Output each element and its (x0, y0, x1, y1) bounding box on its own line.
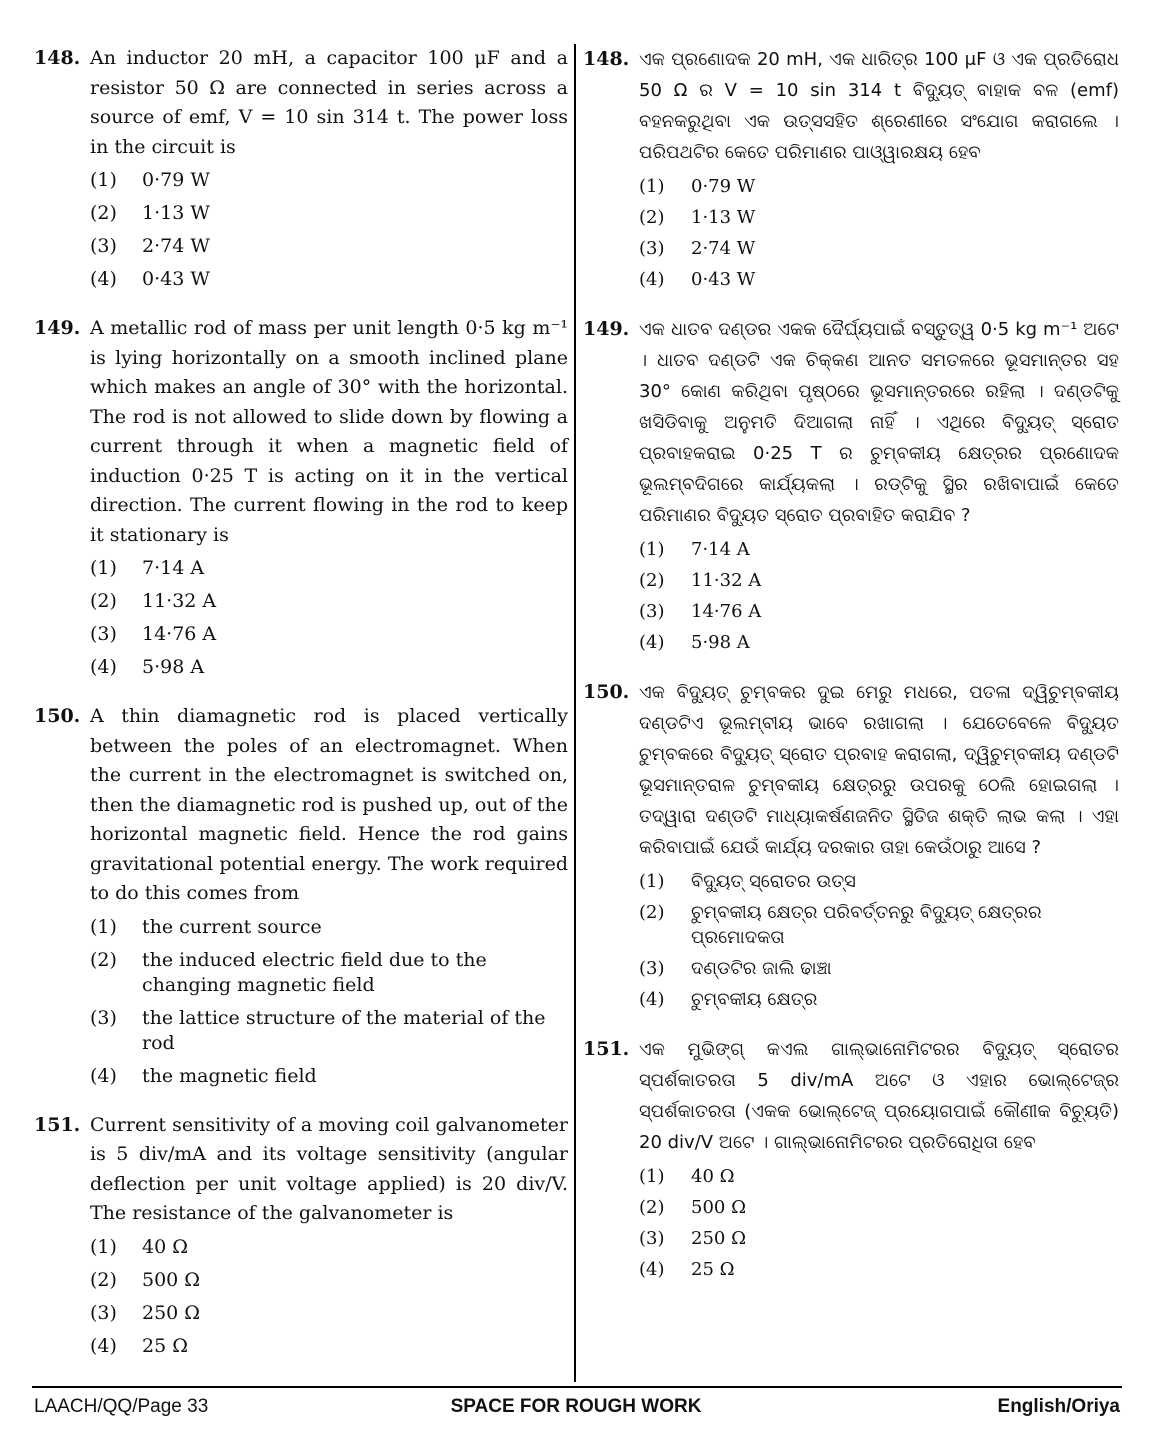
option-label: (1) (90, 557, 117, 579)
question-stem: ଏକ ଧାତବ ଦଣ୍ଡର ଏକକ ଦୈର୍ଘ୍ୟପାଇଁ ବସ୍ତୁତ୍ୱ 0·5 kg m⁻¹ ଅଟେ । ଧାତବ ଦଣ୍ଡଟି ଏକ ଚିକ୍କଣ ଆନତ ସମତଳରେ ଭୂସମାନ୍ତର ସହ 30° କୋଣ କରିଥିବା ପୃଷ୍ଠରେ ଭୂସମାନ୍ତରରେ ରହିଲା । ଦଣ୍ଡଟିକୁ ଖସିଡିବାକୁ ଅନୁମତି ଦିଆଗଲା ନାହିଁ । ଏଥିରେ ବିଦ୍ୟୁତ୍ ସ୍ରୋତ ପ୍ରବାହକରାଇ 0·25 T ର ଚୁମ୍ବକୀୟ କ୍ଷେତ୍ରର ପ୍ରଣୋଦକ ଭୂଲମ୍ବଦିଗରେ କାର୍ଯ୍ୟକଲା । ରଡ୍‌ଟିକୁ ସ୍ଥିର ରଖିବାପାଇଁ କେତେ ପରିମାଣର ବିଦ୍ୟୁତ ସ୍ରୋତ ପ୍ରବାହିତ କରାଯିବ ? (639, 319, 1119, 526)
question-stem: ଏକ ବିଦ୍ୟୁତ୍ ଚୁମ୍ବକର ଦୁଇ ମେରୁ ମଧରେ, ପତଳା ଦ୍ୱିଚୁମ୍ବକୀୟ ଦଣ୍ଡଟିଏ ଭୂଲମ୍ବୀୟ ଭାବେ ରଖାଗଲା । ଯେତେବେଳେ ବିଦ୍ୟୁତ ଚୁମ୍ବକରେ ବିଦ୍ୟୁତ୍ ସ୍ରୋତ ପ୍ରବାହ କରାଗଲା, ଦ୍ୱିଚୁମ୍ବକୀୟ ଦଣ୍ଡଟି ଭୂସମାନ୍ତରାଳ ଚୁମ୍ବକୀୟ କ୍ଷେତ୍ରରୁ ଉପରକୁ ଠେଲି ହୋଇଗଲା । ତଦ୍ୱାରା ଦଣ୍ଡଟି ମାଧ୍ୟାକର୍ଷଣଜନିତ ସ୍ଥିତିଜ ଶକ୍ତି ଲାଭ କଲା । ଏହା କରିବାପାଇଁ ଯେଉଁ କାର୍ଯ୍ୟ ଦରକାର ତାହା କେଉଁଠାରୁ ଆସେ ? (639, 682, 1119, 858)
option-label: (2) (639, 570, 665, 591)
option-text: 14·76 A (691, 601, 762, 622)
option-label: (2) (90, 1268, 117, 1291)
option-label: (4) (90, 1064, 117, 1087)
option-text: 25 Ω (691, 1259, 735, 1280)
option-4 (90, 1334, 568, 1359)
option-label: (4) (639, 269, 665, 290)
option-text: 500 Ω (142, 1268, 201, 1291)
footer-rule (32, 1386, 1122, 1388)
option-text: 1·13 W (142, 202, 210, 224)
option-text: 1·13 W (691, 207, 756, 228)
question-148-en (34, 44, 568, 292)
option-label: (1) (639, 871, 665, 892)
option-label: (3) (90, 1301, 117, 1324)
option-2 (639, 900, 1119, 950)
option-label: (3) (639, 601, 665, 622)
option-3 (90, 622, 568, 647)
question-stem: ଏକ ମୁଭିଙ୍ଗ୍ କଏଲ ଗାଲ୍‌ଭାନୋମିଟରର ବିଦ୍ୟୁତ୍ ସ୍ରୋତର ସ୍ପର୍ଶକାତରତା 5 div/mA ଅଟେ ଓ ଏହାର ଭୋଲ୍‌ଟେଜ୍‌ର ସ୍ପର୍ଶକାତରତା (ଏକକ ଭୋଲ୍‌ଟେଜ୍ ପ୍ରୟୋଗପାଇଁ କୌଣୀକ ବିଚ୍ୟୁତି) 20 div/V ଅଟେ । ଗାଲ୍‌ଭାନୋମିଟରର ପ୍ରତିରୋଧିତା ହେବ (639, 1039, 1119, 1153)
option-text: the induced electric field due to the changing magnetic field (142, 948, 487, 996)
option-2 (90, 948, 568, 998)
option-text: 2·74 W (691, 238, 756, 259)
option-label: (4) (639, 989, 665, 1010)
option-text: 0·79 W (691, 176, 756, 197)
option-label: (3) (639, 238, 665, 259)
option-text: 5·98 A (142, 656, 205, 678)
option-label: (2) (90, 590, 117, 612)
question-number: 149. (34, 317, 81, 339)
option-text: 0·79 W (142, 169, 210, 191)
question-150-or (583, 677, 1119, 1012)
option-3 (639, 956, 1119, 981)
option-1 (639, 869, 1119, 894)
option-label: (2) (639, 207, 665, 228)
oriya-column (583, 44, 1119, 1304)
option-text: ଚୁମ୍ବକୀୟ କ୍ଷେତ୍ର (691, 989, 818, 1010)
option-text: ଦଣ୍ଡଟିର ଜାଲି ଢାଞ୍ଚା (691, 958, 832, 979)
option-1 (639, 1164, 1119, 1189)
question-number: 148. (34, 47, 81, 69)
option-3 (639, 1226, 1119, 1251)
option-1 (639, 537, 1119, 562)
option-2 (90, 201, 568, 226)
option-label: (1) (639, 1166, 665, 1187)
rough-work-label: SPACE FOR ROUGH WORK (450, 1396, 702, 1417)
option-2 (90, 589, 568, 614)
option-text: 7·14 A (691, 539, 750, 560)
option-4 (639, 1257, 1119, 1282)
option-text: 40 Ω (691, 1166, 735, 1187)
option-text: 500 Ω (691, 1197, 747, 1218)
language-label: English/Oriya (997, 1396, 1120, 1417)
option-label: (1) (639, 176, 665, 197)
option-4 (639, 267, 1119, 292)
option-text: ବିଦ୍ୟୁତ୍ ସ୍ରୋତର ଉତ୍ସ (691, 871, 856, 892)
option-label: (3) (90, 1006, 117, 1029)
option-2 (639, 568, 1119, 593)
option-text: 11·32 A (691, 570, 762, 591)
question-149-or (583, 314, 1119, 655)
option-label: (1) (90, 915, 117, 938)
option-4 (90, 267, 568, 292)
option-text: 40 Ω (142, 1235, 188, 1258)
question-number: 151. (583, 1038, 630, 1060)
option-label: (2) (90, 948, 117, 971)
question-number: 150. (34, 705, 81, 727)
option-label: (2) (90, 202, 117, 224)
option-text: the magnetic field (142, 1064, 317, 1087)
question-stem: An inductor 20 mH, a capacitor 100 μF and a resistor 50 Ω are connected in series across a source of emf, V = 10 sin 314 t. The power loss in the circuit is (90, 47, 568, 158)
option-text: 14·76 A (142, 623, 217, 645)
option-text: 250 Ω (142, 1301, 201, 1324)
option-label: (4) (639, 632, 665, 653)
option-label: (2) (639, 1197, 665, 1218)
page-id: LAACH/QQ/Page 33 (34, 1396, 209, 1417)
option-label: (1) (90, 169, 117, 191)
option-1 (90, 1235, 568, 1260)
option-4 (90, 655, 568, 680)
option-3 (90, 1301, 568, 1326)
option-1 (639, 174, 1119, 199)
option-label: (3) (639, 958, 665, 979)
question-148-or (583, 44, 1119, 292)
question-stem: A metallic rod of mass per unit length 0·5 kg m⁻¹ is lying horizontally on a smooth inclined plane which makes an angle of 30° with the horizontal. The rod is not allowed to slide down by flowing a current through it when a magnetic field of induction 0·25 T is acting on it in the vertical direction. The current flowing in the rod to keep it stationary is (90, 317, 568, 546)
question-stem: Current sensitivity of a moving coil galvanometer is 5 div/mA and its voltage sensitivity (angular deflection per unit voltage applied) is 20 div/V. The resistance of the galvanometer is (90, 1113, 568, 1224)
option-2 (90, 1268, 568, 1293)
option-1 (90, 915, 568, 940)
option-text: 0·43 W (691, 269, 756, 290)
option-4 (639, 987, 1119, 1012)
question-150-en (34, 702, 568, 1089)
question-number: 151. (34, 1113, 81, 1136)
option-2 (639, 205, 1119, 230)
option-3 (639, 599, 1119, 624)
option-text: 25 Ω (142, 1334, 188, 1357)
question-151-or (583, 1034, 1119, 1282)
option-label: (3) (90, 623, 117, 645)
option-label: (1) (90, 1235, 117, 1258)
option-text: the current source (142, 915, 322, 938)
question-151-en (34, 1111, 568, 1359)
option-text: ଚୁମ୍ବକୀୟ କ୍ଷେତ୍ର ପରିବର୍ତ୍ତନରୁ ବିଦ୍ୟୁତ୍ କ୍ଷେତ୍ରର ପ୍ରମୋଦକତା (691, 902, 1042, 948)
option-label: (1) (639, 539, 665, 560)
option-label: (3) (90, 235, 117, 257)
option-text: 250 Ω (691, 1228, 747, 1249)
option-1 (90, 556, 568, 581)
option-text: 0·43 W (142, 268, 210, 290)
option-label: (4) (90, 268, 117, 290)
question-number: 150. (583, 681, 630, 703)
option-4 (639, 630, 1119, 655)
option-label: (2) (639, 902, 665, 923)
question-number: 149. (583, 318, 630, 340)
question-stem: ଏକ ପ୍ରଣୋଦକ 20 mH, ଏକ ଧାରିତ୍ର 100 μF ଓ ଏକ ପ୍ରତିରୋଧ 50 Ω ର V = 10 sin 314 t ବିଦ୍ୟୁତ୍ ବାହାକ ବଳ (emf) ବହନକରୁଥିବା ଏକ ଉତ୍ସସହିତ ଶ୍ରେଣୀରେ ସଂଯୋଗ କରାଗଲେ । ପରିପଥଟିର କେତେ ପରିମାଣର ପାଓ୍ୱାରକ୍ଷୟ ହେବ (639, 49, 1119, 163)
column-divider (574, 44, 576, 1382)
option-2 (639, 1195, 1119, 1220)
option-4 (90, 1064, 568, 1089)
option-label: (4) (90, 1334, 117, 1357)
option-3 (90, 234, 568, 259)
option-1 (90, 168, 568, 193)
option-text: 5·98 A (691, 632, 750, 653)
option-text: 2·74 W (142, 235, 210, 257)
option-text: 11·32 A (142, 590, 217, 612)
option-text: the lattice structure of the material of the rod (142, 1006, 546, 1054)
option-label: (4) (639, 1259, 665, 1280)
question-number: 148. (583, 48, 630, 70)
option-3 (639, 236, 1119, 261)
english-column (34, 44, 568, 1381)
option-label: (3) (639, 1228, 665, 1249)
option-text: 7·14 A (142, 557, 205, 579)
question-149-en (34, 314, 568, 680)
option-3 (90, 1006, 568, 1056)
question-stem: A thin diamagnetic rod is placed vertically between the poles of an electromagnet. When the current in the electromagnet is switched on, then the diamagnetic rod is pushed up, out of the horizontal magnetic field. Hence the rod gains gravitational potential energy. The work required to do this comes from (90, 705, 568, 904)
option-label: (4) (90, 656, 117, 678)
